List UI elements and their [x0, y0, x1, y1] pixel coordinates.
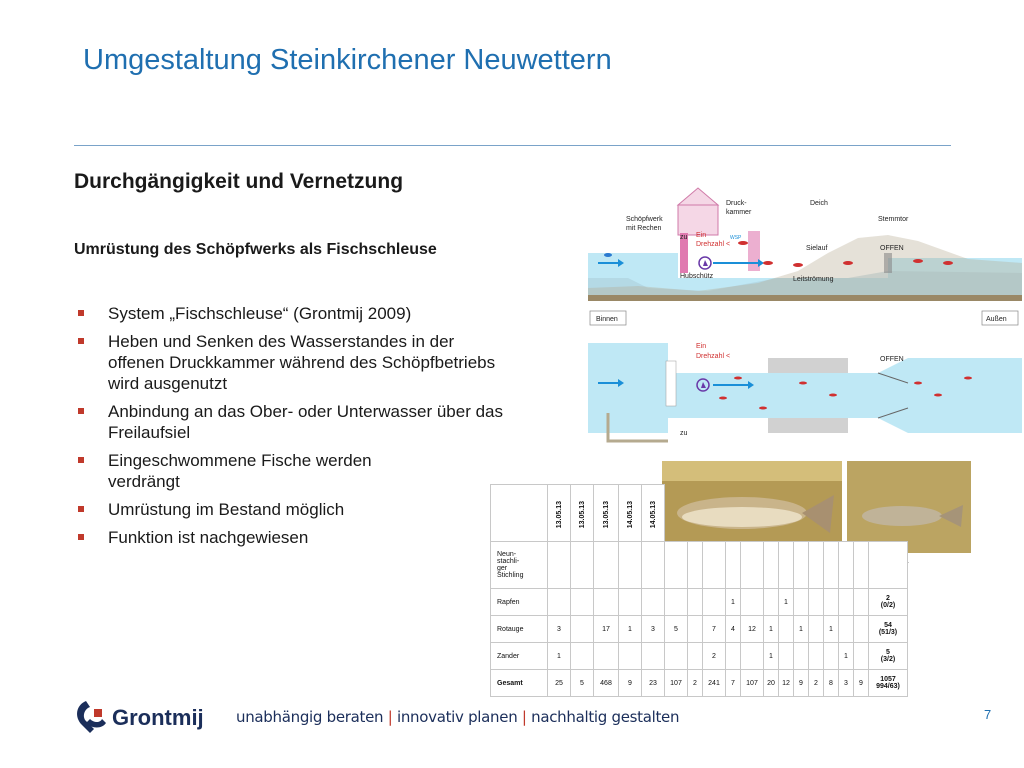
fish-lock-diagram: [588, 183, 1022, 453]
table-cell: [794, 589, 809, 616]
tagline-3: nachhaltig gestalten: [531, 708, 680, 726]
table-cell: [839, 589, 854, 616]
table-cell: [688, 542, 703, 589]
table-cell: [703, 542, 726, 589]
label-drehzahl-bottom: Drehzahl <: [696, 353, 731, 360]
table-cell: [824, 542, 839, 589]
tagline-separator: |: [387, 708, 393, 726]
label-aussen: Außen: [986, 316, 1007, 323]
table-cell: 2: [809, 670, 824, 697]
table-cell: 17: [594, 616, 619, 643]
table-cell: [854, 589, 869, 616]
table-cell: 4: [726, 616, 741, 643]
bullet-item: [76, 303, 556, 324]
table-cell: [854, 616, 869, 643]
table-cell: [779, 542, 794, 589]
table-cell: 9: [619, 670, 642, 697]
table-cell: [619, 643, 642, 670]
table-cell: 1: [824, 616, 839, 643]
table-cell: [548, 589, 571, 616]
table-cell: 23: [642, 670, 665, 697]
label-ein-top: Ein: [696, 232, 707, 239]
trout-photo-2: [847, 461, 971, 553]
bullet-square-icon: [78, 506, 84, 512]
table-cell: 3: [548, 616, 571, 643]
table-cell: [764, 589, 779, 616]
table-cell: 9: [854, 670, 869, 697]
table-cell: 12: [779, 670, 794, 697]
table-total: [869, 542, 908, 589]
label-sielauf: Sielauf: [806, 245, 828, 252]
section-heading: Durchgängigkeit und Vernetzung: [74, 170, 404, 193]
table-row-label: Gesamt: [491, 670, 548, 697]
table-total: 1057 994/63): [869, 670, 908, 697]
table-cell: [764, 542, 779, 589]
table-cell: 7: [703, 616, 726, 643]
table-row: [491, 616, 908, 643]
label-leitstroemung: Leitströmung: [793, 276, 834, 283]
label-zu-bottom: zu: [680, 430, 688, 437]
table-cell: 1: [764, 643, 779, 670]
table-cell: 107: [665, 670, 688, 697]
table-row: [491, 643, 908, 670]
table-cell: 20: [764, 670, 779, 697]
table-cell: 7: [726, 670, 741, 697]
bullet-square-icon: [78, 310, 84, 316]
bullet-square-icon: [78, 338, 84, 344]
bullet-item: [76, 401, 556, 443]
bullet-square-icon: [78, 457, 84, 463]
table-cell: [665, 643, 688, 670]
table-cell: 241: [703, 670, 726, 697]
table-cell: [571, 589, 594, 616]
table-cell: [809, 542, 824, 589]
table-cell: 1: [779, 589, 794, 616]
table-row-label: Neun- stachli- ger Stichling: [491, 542, 548, 589]
trout-photo-1: [662, 461, 842, 553]
table-cell: [642, 643, 665, 670]
table-cell: 5: [665, 616, 688, 643]
table-cell: [571, 616, 594, 643]
table-cell: 2: [688, 670, 703, 697]
table-cell: [726, 542, 741, 589]
grontmij-logo: [72, 695, 232, 739]
table-cell: 25: [548, 670, 571, 697]
bullet-text: Umrüstung im Bestand möglich: [108, 500, 345, 519]
bullet-text: Anbindung an das Ober- oder Unterwasser über das Freilaufsiel: [108, 402, 504, 442]
table-cell: 1: [839, 643, 854, 670]
table-row-label: Zander: [491, 643, 548, 670]
table-header-row: [491, 485, 665, 548]
label-drehzahl-top: Drehzahl <: [696, 241, 731, 248]
table-cell: [854, 542, 869, 589]
tagline-separator: |: [521, 708, 527, 726]
table-cell: [779, 643, 794, 670]
bullet-text: System „Fischschleuse“ (Grontmij 2009): [108, 304, 412, 323]
table-header-date: 14.05.13: [642, 485, 665, 548]
table-cell: [619, 542, 642, 589]
label-hubschuetz: Hubschütz: [680, 273, 714, 280]
table-cell: [594, 542, 619, 589]
table-cell: [571, 643, 594, 670]
label-binnen: Binnen: [596, 316, 618, 323]
table-cell: 1: [548, 643, 571, 670]
table-cell: [642, 589, 665, 616]
table-cell: 3: [839, 670, 854, 697]
page-number: 7: [984, 707, 992, 722]
bullet-text: Eingeschwommene Fische werden verdrängt: [108, 451, 372, 491]
table-row: [491, 589, 908, 616]
label-offen-bottom: OFFEN: [880, 356, 904, 363]
table-total: 5 (3/2): [869, 643, 908, 670]
bullet-item: [76, 450, 448, 492]
section-subheading: Umrüstung des Schöpfwerks als Fischschleuse: [74, 241, 437, 258]
table-cell: [642, 542, 665, 589]
table-cell: 3: [642, 616, 665, 643]
table-row: [491, 670, 908, 697]
table-cell: [809, 616, 824, 643]
table-cell: [688, 643, 703, 670]
bullet-square-icon: [78, 534, 84, 540]
tagline-2: innovativ planen: [396, 708, 518, 726]
table-header-date: 14.05.13: [619, 485, 642, 548]
table-cell: 1: [619, 616, 642, 643]
table-cell: [665, 589, 688, 616]
table-header-corner: [491, 485, 548, 548]
label-offen-top: OFFEN: [880, 245, 904, 252]
table-cell: [824, 643, 839, 670]
table-cell: [839, 616, 854, 643]
label-kammer: kammer: [726, 209, 752, 216]
table-cell: [741, 589, 764, 616]
label-druck: Druck-: [726, 200, 747, 207]
table-cell: 107: [741, 670, 764, 697]
bullet-square-icon: [78, 408, 84, 414]
table-cell: [726, 643, 741, 670]
table-cell: 8: [824, 670, 839, 697]
table-total: 2 (0/2): [869, 589, 908, 616]
bullet-text: Funktion ist nachgewiesen: [108, 528, 309, 547]
table-cell: [794, 542, 809, 589]
table-cell: 12: [741, 616, 764, 643]
label-deich: Deich: [810, 200, 828, 207]
table-cell: [809, 643, 824, 670]
label-wsp: WSP: [730, 235, 742, 241]
table-cell: 2: [703, 643, 726, 670]
table-cell: 468: [594, 670, 619, 697]
table-cell: [741, 542, 764, 589]
table-row: [491, 542, 908, 589]
bullet-item: [76, 331, 508, 394]
table-cell: 1: [764, 616, 779, 643]
table-cell: [594, 643, 619, 670]
table-cell: 9: [794, 670, 809, 697]
table-cell: [839, 542, 854, 589]
table-cell: [779, 616, 794, 643]
bullet-item: [76, 499, 556, 520]
label-mit-rechen: mit Rechen: [626, 225, 662, 232]
table-cell: [703, 589, 726, 616]
footer-tagline: [236, 708, 679, 726]
logo-text: Grontmij: [112, 705, 204, 730]
fish-count-table: [490, 484, 665, 548]
table-cell: [548, 542, 571, 589]
table-cell: [854, 643, 869, 670]
table-header-date: 13.05.13: [548, 485, 571, 548]
table-cell: 1: [794, 616, 809, 643]
table-cell: [688, 616, 703, 643]
table-cell: [824, 589, 839, 616]
table-cell: [809, 589, 824, 616]
table-total: 54 (51/3): [869, 616, 908, 643]
table-cell: [594, 589, 619, 616]
table-row-label: Rapfen: [491, 589, 548, 616]
table-cell: [794, 643, 809, 670]
table-cell: [665, 542, 688, 589]
title-divider: [74, 145, 951, 146]
table-cell: [571, 542, 594, 589]
table-header-date: 13.05.13: [571, 485, 594, 548]
slide-title: Umgestaltung Steinkirchener Neuwettern: [83, 44, 612, 76]
table-row-label: Rotauge: [491, 616, 548, 643]
fish-count-table-body: [490, 541, 908, 697]
bullet-item: [76, 527, 556, 548]
table-cell: [741, 643, 764, 670]
table-cell: 5: [571, 670, 594, 697]
bullet-text: Heben und Senken des Wasserstandes in der offenen Druckkammer während des Schöpfbetriebs wird ausgenutzt: [108, 332, 496, 393]
table-cell: 1: [726, 589, 741, 616]
label-schoepfwerk: Schöpfwerk: [626, 216, 663, 223]
label-stemmtor: Stemmtor: [878, 216, 909, 223]
tagline-1: unabhängig beraten: [236, 708, 384, 726]
table-header-date: 13.05.13: [594, 485, 619, 548]
label-zu-top: zu: [680, 234, 688, 241]
label-ein-bottom: Ein: [696, 343, 707, 350]
table-cell: [619, 589, 642, 616]
table-cell: [688, 589, 703, 616]
bullet-list: [76, 303, 556, 555]
